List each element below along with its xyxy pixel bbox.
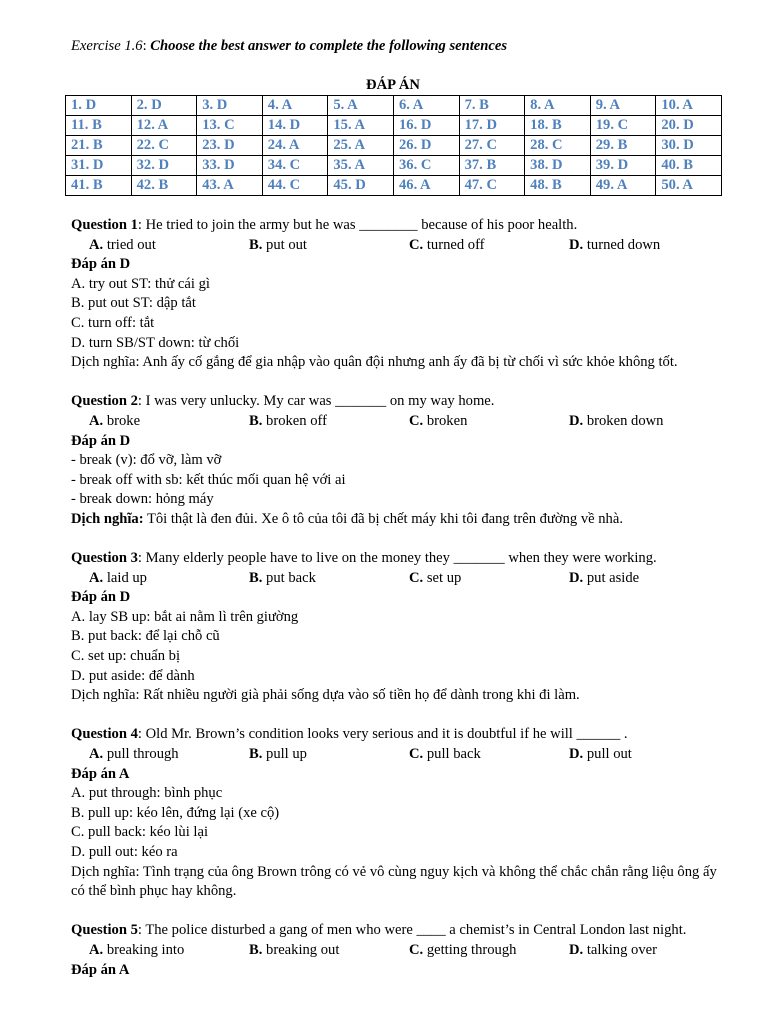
answer-key-cell: 29. B	[590, 136, 656, 156]
answer-key-cell: 4. A	[262, 96, 328, 116]
answer-key-cell: 50. A	[656, 176, 722, 196]
answer-key-cell: 41. B	[66, 176, 132, 196]
answer-key-row	[66, 116, 722, 136]
question-label: Question 2	[71, 393, 138, 410]
question-stem	[71, 921, 721, 941]
question-block	[71, 216, 721, 373]
option	[89, 236, 249, 256]
answer-label: Đáp án D	[71, 432, 131, 449]
question-options	[71, 569, 721, 589]
question-label: Question 3	[71, 550, 138, 567]
option-text: turned down	[583, 236, 661, 253]
answer-key-title: ĐÁP ÁN	[366, 77, 420, 93]
option	[249, 569, 409, 589]
option-text: getting through	[423, 941, 517, 958]
answer-key-cell: 1. D	[66, 96, 132, 116]
answer-key-cell: 49. A	[590, 176, 656, 196]
question-options	[71, 412, 721, 432]
option-text: broke	[103, 412, 141, 429]
answer-key-cell: 17. D	[459, 116, 525, 136]
question-label: Question 4	[71, 726, 138, 743]
option-text: turned off	[423, 236, 485, 253]
explanation-note: B. put out ST: dập tắt	[71, 295, 196, 312]
option-letter: D.	[569, 941, 584, 958]
option-text: pull back	[423, 746, 481, 763]
question-block	[71, 549, 721, 706]
answer-key-cell: 32. D	[131, 156, 197, 176]
translation	[71, 686, 721, 706]
option-text: put back	[262, 569, 316, 586]
answer-label: Đáp án A	[71, 961, 130, 978]
answer-key-row	[66, 96, 722, 116]
option	[409, 569, 569, 589]
question-stem	[71, 549, 721, 569]
question-options	[71, 236, 721, 256]
question-block	[71, 921, 721, 980]
translation-text: Dịch nghĩa: Tình trạng của ông Brown trông có vẻ vô cùng nguy kịch và không thể chắc chắn rằng liệu ông ấy có thể bình phục hay không.	[71, 863, 717, 900]
answer-key-cell: 24. A	[262, 136, 328, 156]
explanation-note: C. turn off: tắt	[71, 314, 155, 331]
option-letter: C.	[409, 236, 424, 253]
option-letter: A.	[89, 569, 104, 586]
answer-key-cell: 45. D	[328, 176, 394, 196]
explanation-note: A. try out ST: thử cái gì	[71, 275, 210, 292]
answer-key-cell: 8. A	[525, 96, 591, 116]
answer-key-cell: 31. D	[66, 156, 132, 176]
option-letter: A.	[89, 236, 104, 253]
answer-key-cell: 6. A	[393, 96, 459, 116]
option-text: pull through	[103, 746, 179, 763]
spacer	[71, 706, 721, 726]
translation-text: Dịch nghĩa: Anh ấy cố gắng để gia nhập vào quân đội nhưng anh ấy đã bị từ chối vì sức khỏe không tốt.	[71, 354, 678, 371]
answer-key-cell: 3. D	[197, 96, 263, 116]
exercise-title	[71, 36, 507, 56]
questions-list	[71, 216, 721, 980]
spacer	[71, 530, 721, 550]
answer-key-cell: 28. C	[525, 136, 591, 156]
option-text: set up	[423, 569, 462, 586]
explanation-note: B. put back: để lại chỗ cũ	[71, 628, 220, 645]
option-letter: B.	[249, 941, 263, 958]
question-options	[71, 745, 721, 765]
option-text: put aside	[583, 569, 640, 586]
option	[89, 941, 249, 961]
option	[409, 412, 569, 432]
option-letter: A.	[89, 941, 104, 958]
answer-label: Đáp án D	[71, 589, 131, 606]
option	[409, 941, 569, 961]
answer-key-cell: 10. A	[656, 96, 722, 116]
explanation-note: - break off with sb: kết thúc mối quan hệ với ai	[71, 471, 346, 488]
answer-key-cell: 11. B	[66, 116, 132, 136]
option-text: broken down	[583, 412, 664, 429]
option	[569, 569, 639, 589]
answer-key-cell: 26. D	[393, 136, 459, 156]
answer-key-cell: 35. A	[328, 156, 394, 176]
option	[89, 569, 249, 589]
option-letter: C.	[409, 412, 424, 429]
explanation-note: - break down: hỏng máy	[71, 491, 214, 508]
option-letter: A.	[89, 412, 104, 429]
answer-key-table	[65, 95, 722, 196]
option-letter: D.	[569, 569, 584, 586]
answer-key-cell: 47. C	[459, 176, 525, 196]
answer-key-cell: 15. A	[328, 116, 394, 136]
answer-key-row	[66, 176, 722, 196]
translation-label: Dịch nghĩa:	[71, 510, 144, 527]
option	[569, 745, 632, 765]
question-label: Question 5	[71, 922, 138, 939]
explanation-note: C. pull back: kéo lùi lại	[71, 824, 208, 841]
answer-key-cell: 46. A	[393, 176, 459, 196]
translation	[71, 510, 721, 530]
question-text: : Old Mr. Brown’s condition looks very serious and it is doubtful if he will ______ .	[137, 726, 628, 743]
option	[569, 236, 660, 256]
option	[89, 412, 249, 432]
option-text: laid up	[103, 569, 147, 586]
question-stem	[71, 216, 721, 236]
option-letter: D.	[569, 236, 584, 253]
option-text: talking over	[583, 941, 657, 958]
answer-key-cell: 37. B	[459, 156, 525, 176]
answer-key-cell: 9. A	[590, 96, 656, 116]
question-block	[71, 725, 721, 901]
translation	[71, 863, 721, 902]
translation	[71, 353, 721, 373]
answer-key-cell: 33. D	[197, 156, 263, 176]
question-text: : I was very unlucky. My car was _______ on my way home.	[137, 393, 495, 410]
option	[569, 941, 657, 961]
answer-key-cell: 2. D	[131, 96, 197, 116]
option	[409, 745, 569, 765]
question-text: : Many elderly people have to live on the money they _______ when they were working.	[137, 550, 657, 567]
answer-key-row	[66, 156, 722, 176]
answer-label: Đáp án A	[71, 765, 130, 782]
answer-key-cell: 42. B	[131, 176, 197, 196]
answer-key-cell: 23. D	[197, 136, 263, 156]
option-letter: D.	[569, 746, 584, 763]
answer-key-cell: 7. B	[459, 96, 525, 116]
option	[249, 236, 409, 256]
explanation-note: C. set up: chuẩn bị	[71, 648, 181, 665]
answer-key-cell: 16. D	[393, 116, 459, 136]
question-options	[71, 941, 721, 961]
answer-key-cell: 27. C	[459, 136, 525, 156]
question-text: : The police disturbed a gang of men who were ____ a chemist’s in Central London last night.	[137, 922, 687, 939]
explanation-note: A. put through: bình phục	[71, 785, 223, 802]
answer-key-cell: 21. B	[66, 136, 132, 156]
answer-key-cell: 48. B	[525, 176, 591, 196]
option	[249, 941, 409, 961]
option-text: tried out	[103, 236, 156, 253]
option-letter: B.	[249, 412, 263, 429]
option	[569, 412, 663, 432]
question-text: : He tried to join the army but he was ________ because of his poor health.	[137, 217, 578, 233]
explanation-note: D. put aside: để dành	[71, 667, 195, 684]
option-letter: B.	[249, 746, 263, 763]
answer-key-cell: 19. C	[590, 116, 656, 136]
explanation-note: D. pull out: kéo ra	[71, 844, 178, 860]
answer-key-row	[66, 136, 722, 156]
answer-key-cell: 30. D	[656, 136, 722, 156]
option-text: breaking out	[262, 941, 340, 958]
answer-key-cell: 38. D	[525, 156, 591, 176]
question-block	[71, 392, 721, 529]
answer-key-cell: 25. A	[328, 136, 394, 156]
answer-key-cell: 39. D	[590, 156, 656, 176]
answer-key-cell: 5. A	[328, 96, 394, 116]
answer-key-cell: 20. D	[656, 116, 722, 136]
answer-key-cell: 12. A	[131, 116, 197, 136]
answer-key-cell: 36. C	[393, 156, 459, 176]
option-letter: D.	[569, 412, 584, 429]
option-text: breaking into	[103, 941, 185, 958]
question-label: Question 1	[71, 217, 138, 233]
option-letter: C.	[409, 569, 424, 586]
answer-key-cell: 34. C	[262, 156, 328, 176]
answer-key-cell: 13. C	[197, 116, 263, 136]
option-letter: C.	[409, 941, 424, 958]
exercise-separator: :	[142, 38, 151, 54]
translation-text: Dịch nghĩa: Rất nhiều người già phải sống dựa vào số tiền họ để dành trong khi đi làm.	[71, 687, 580, 704]
option-text: put out	[262, 236, 307, 253]
translation-text: Tôi thật là đen đủi. Xe ô tô của tôi đã bị chết máy khi tôi đang trên đường về nhà.	[143, 510, 623, 527]
option	[409, 236, 569, 256]
explanation-note: D. turn SB/ST down: từ chối	[71, 334, 240, 351]
option-text: pull out	[583, 746, 632, 763]
spacer	[71, 902, 721, 922]
answer-label: Đáp án D	[71, 256, 131, 273]
option	[249, 745, 409, 765]
question-stem	[71, 725, 721, 745]
explanation-note: - break (v): đổ vỡ, làm vỡ	[71, 452, 222, 469]
option-letter: B.	[249, 569, 263, 586]
option	[89, 745, 249, 765]
explanation-note: A. lay SB up: bắt ai nằm lì trên giường	[71, 608, 299, 625]
option-letter: C.	[409, 746, 424, 763]
option	[249, 412, 409, 432]
question-stem	[71, 392, 721, 412]
answer-key-cell: 40. B	[656, 156, 722, 176]
answer-key-cell: 43. A	[197, 176, 263, 196]
option-text: broken off	[262, 412, 327, 429]
option-letter: B.	[249, 236, 263, 253]
answer-key-cell: 18. B	[525, 116, 591, 136]
option-letter: A.	[89, 746, 104, 763]
exercise-label: Exercise 1.6	[71, 38, 143, 54]
exercise-instruction: Choose the best answer to complete the following sentences	[150, 38, 508, 54]
spacer	[71, 373, 721, 393]
explanation-note: B. pull up: kéo lên, đứng lại (xe cộ)	[71, 804, 280, 821]
answer-key-cell: 22. C	[131, 136, 197, 156]
answer-key-cell: 14. D	[262, 116, 328, 136]
option-text: broken	[423, 412, 468, 429]
answer-key-cell: 44. C	[262, 176, 328, 196]
option-text: pull up	[262, 746, 307, 763]
